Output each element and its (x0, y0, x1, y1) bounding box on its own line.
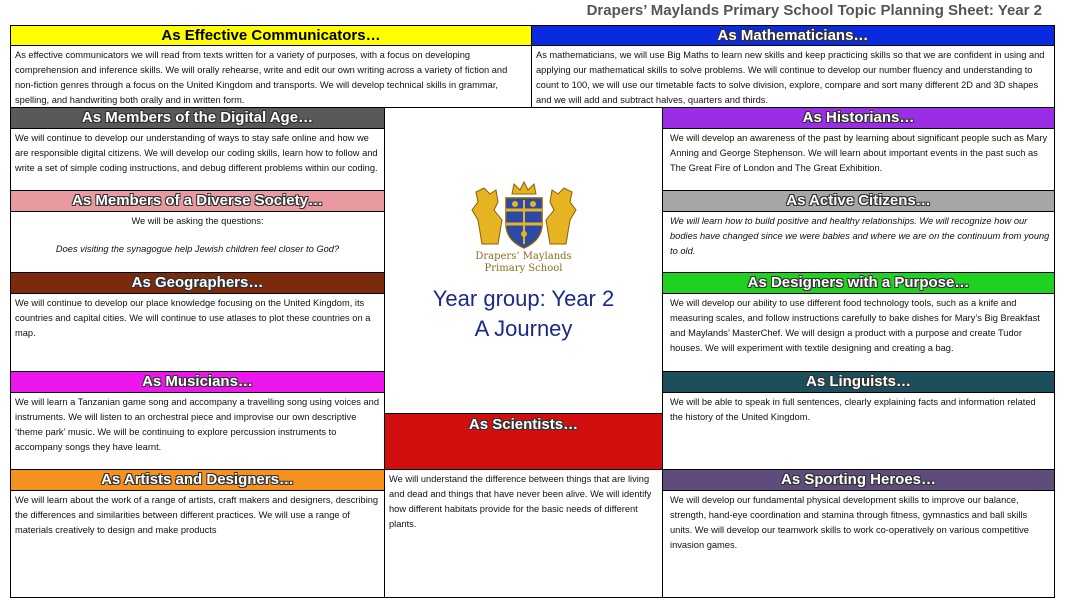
diverse-question: Does visiting the synagogue help Jewish children feel closer to God? (55, 244, 340, 254)
historians-box (662, 128, 1055, 191)
digital-text: We will continue to develop our understanding of ways to stay safe online and how we are responsible digital citizens. We will develop our coding skills, learn how to follow and write a set of simple coding instructions, and debug different problems within our coding. (15, 133, 378, 173)
mathematicians-text: As mathematicians, we will use Big Maths to learn new skills and keep practicing skills so that we are confident in using and applying our mathematical skills to solve problems. We will continue to develop our number fluency and understanding to count to 100, we will use our timetable facts to solve division, explore, compare and sort many different 2D and 3D shapes and we will add and subtract halves, quarters and thirds. (536, 50, 1045, 105)
topic-theme: A Journey (474, 316, 573, 341)
year-group-label: Year group: Year 2 (432, 286, 615, 311)
designers-heading: As Designers with a Purpose… (662, 272, 1055, 294)
musicians-text: We will learn a Tanzanian game song and accompany a travelling song using voices and instruments. We will listen to an orchestral piece and improvise our own descriptive ‘theme park’ music. We will be continuing to explore percussion instruments to accompany songs they have learnt. (15, 397, 380, 452)
linguists-box (662, 392, 1055, 470)
center-panel (385, 108, 662, 413)
school-name (385, 251, 662, 275)
scientists-box (384, 469, 663, 598)
communicators-box (10, 45, 532, 108)
designers-text: We will develop our ability to use different food technology tools, such as a knife and measuring scales, and follow instructions carefully to bake dishes for Mary’s Big Breakfast and Maylands’ MasterChef. We will design a product with a purpose and create Tudor houses. We will experiment with textile designing and creating a bag. (670, 298, 1040, 353)
scientists-text: We will understand the difference between things that are living and dead and things that have never been alive. We will identify how different habitats provide for the basic needs of different plants. (389, 474, 652, 529)
mathematicians-heading: As Mathematicians… (531, 25, 1055, 46)
historians-text: We will develop an awareness of the past by learning about significant people such as Mary Anning and George Stephenson. We will learn about important events in the past such as The Great Fire of London and The Great Exhibition. (670, 133, 1048, 173)
geographers-box (10, 293, 385, 372)
geographers-heading: As Geographers… (10, 272, 385, 294)
page-title: Drapers’ Maylands Primary School Topic Planning Sheet: Year 2 (586, 2, 1042, 19)
scientists-heading: As Scientists… (384, 413, 663, 470)
school-name-line2: Primary School (484, 263, 563, 274)
linguists-text: We will be able to speak in full sentences, clearly explaining facts and information related the history of the United Kingdom. (670, 397, 1036, 422)
digital-box (10, 128, 385, 191)
geographers-text: We will continue to develop our place knowledge focusing on the United Kingdom, its countries and capital cities. We will continue to use atlases to plot these countries on a map. (15, 298, 371, 338)
diverse-heading: As Members of a Diverse Society… (10, 190, 385, 212)
musicians-box (10, 392, 385, 470)
artists-heading: As Artists and Designers… (10, 469, 385, 491)
sporting-text: We will develop our fundamental physical development skills to improve our balance, strength, hand-eye coordination and stamina through fitness, gymnastics and ball skills units. We will develop our teamwork skills to work co-operatively on various competitive invasion games. (670, 495, 1029, 550)
historians-heading: As Historians… (662, 107, 1055, 129)
mathematicians-box (531, 45, 1055, 108)
linguists-heading: As Linguists… (662, 371, 1055, 393)
musicians-heading: As Musicians… (10, 371, 385, 393)
artists-box (10, 490, 385, 598)
citizens-text: We will learn how to build positive and healthy relationships. We will recognize how our bodies have changed since we were babies and where we are on the continuum from young to old. (670, 216, 1050, 256)
digital-heading: As Members of the Digital Age… (10, 107, 385, 129)
citizens-heading: As Active Citizens… (662, 190, 1055, 212)
sporting-heading: As Sporting Heroes… (662, 469, 1055, 491)
sporting-box (662, 490, 1055, 598)
citizens-box (662, 211, 1055, 273)
communicators-text: As effective communicators we will read from texts written for a variety of purposes, with a focus on developing comprehension and inference skills. We will orally rehearse, write and edit our own writing across a variety of fiction and non-fiction genres through a focus on the United Kingdom and transports. We will develop technical skills in grammar, spelling, and handwriting both orally and in written form. (15, 50, 508, 105)
designers-box (662, 293, 1055, 372)
diverse-text: We will be asking the questions: (131, 216, 264, 226)
artists-text: We will learn about the work of a range of artists, craft makers and designers, describing the differences and similarities between different practices. We will use a range of materials creatively to design and make products (15, 495, 379, 535)
diverse-box (10, 211, 385, 273)
school-name-line1: Drapers’ Maylands (475, 251, 572, 262)
communicators-heading: As Effective Communicators… (10, 25, 532, 46)
